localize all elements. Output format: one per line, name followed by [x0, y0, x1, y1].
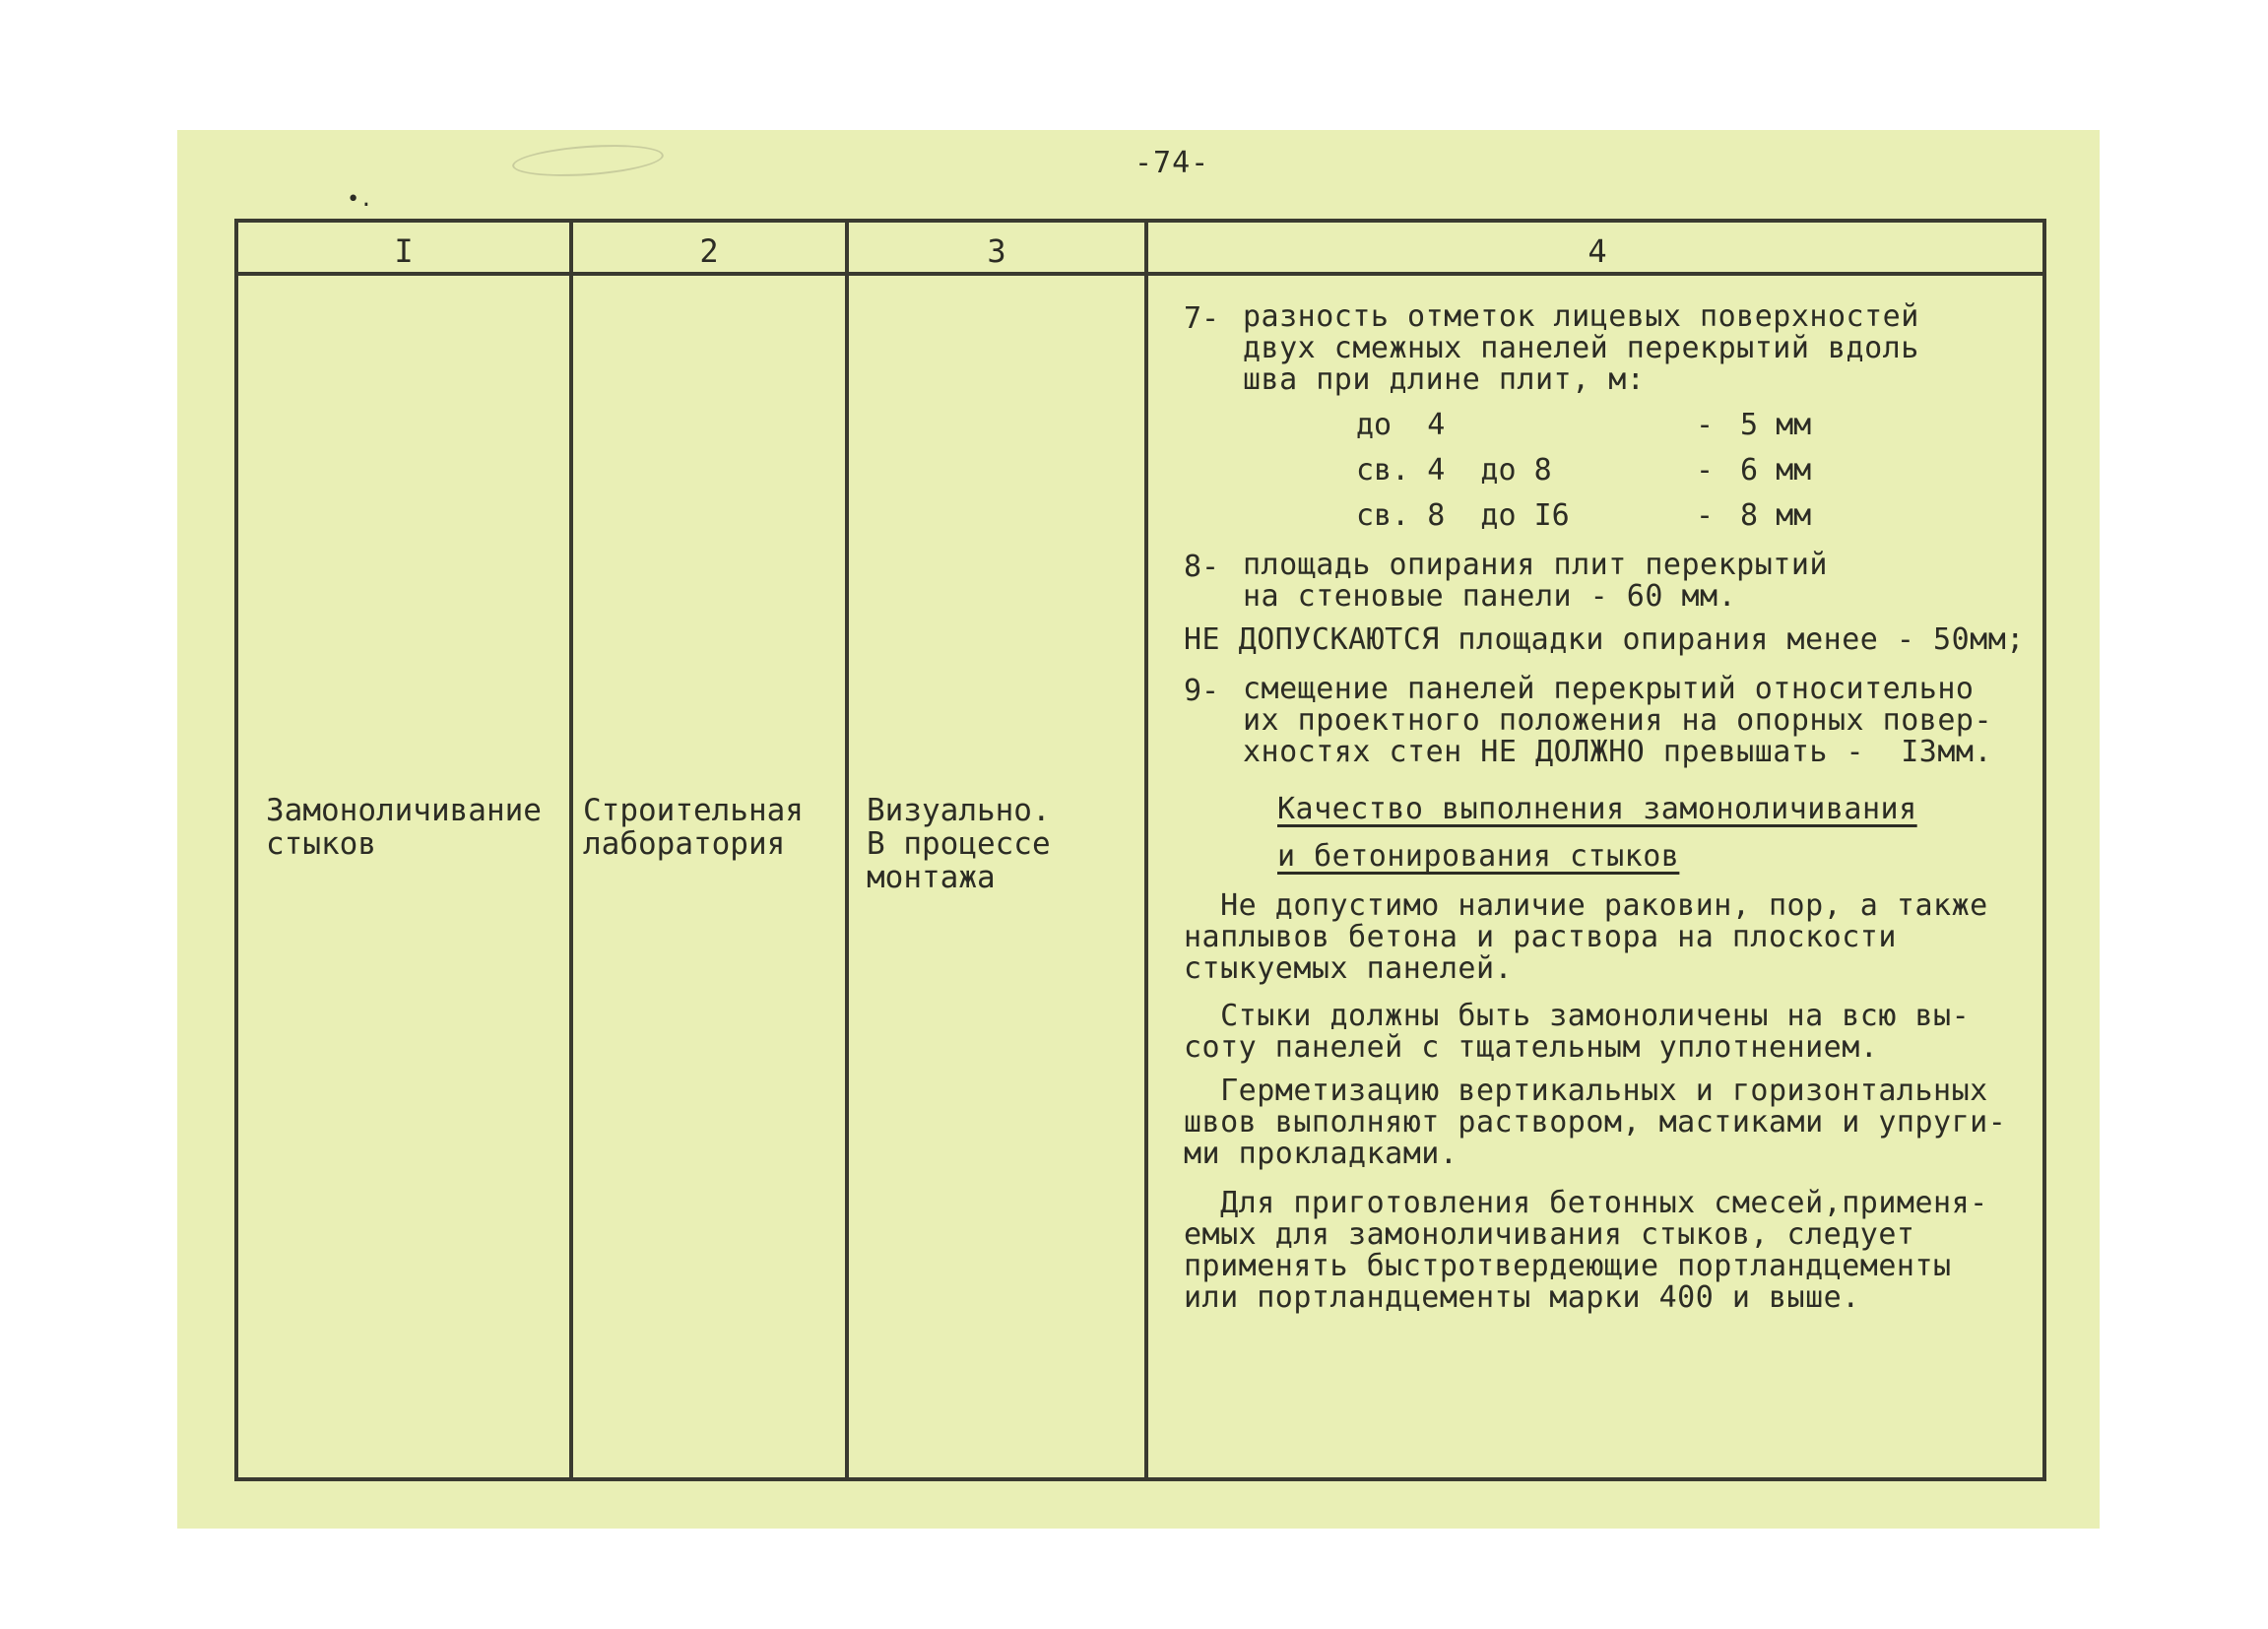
tolerance-range: св. 8 до I6: [1356, 498, 1570, 533]
column-header-1: I: [394, 232, 414, 270]
column-header-2: 2: [699, 232, 719, 270]
paragraph-sealing: Герметизацию вертикальных и горизонтальных швов выполняют раствором, мастиками и упруги- ми прокладками.: [1184, 1074, 2007, 1171]
paragraph-cavities: Не допустимо наличие раковин, пор, а также наплывов бетона и раствора на плоскости стыкуемых панелей.: [1184, 888, 1988, 986]
column-divider-3: [1144, 223, 1148, 1477]
item-8-text: площадь опирания плит перекрытий на стеновые панели - 60 мм.: [1243, 548, 1828, 614]
tolerance-value: 5 мм: [1740, 408, 1812, 442]
column-divider-2: [845, 223, 849, 1477]
margin-mark: •.: [347, 187, 373, 212]
tolerance-value: 6 мм: [1740, 453, 1812, 488]
specification-table: [234, 219, 2046, 1481]
item-8-number: 8-: [1184, 550, 1220, 584]
tolerance-dash: -: [1696, 408, 1715, 442]
control-performer: Строительная лаборатория: [583, 793, 804, 862]
item-7-text: разность отметок лицевых поверхностей двух смежных панелей перекрытий вдоль шва при длине плит, м:: [1243, 299, 1919, 397]
paragraph-cement: Для приготовления бетонных смесей,применя- емых для замоноличивания стыков, следует применять быстротвердеющие портландцементы или портландцементы марки 400 и выше.: [1184, 1186, 1988, 1315]
tolerance-dash: -: [1696, 498, 1715, 533]
tolerance-range: св. 4 до 8: [1356, 453, 1552, 488]
tolerance-range: до 4: [1356, 408, 1446, 442]
item-7-number: 7-: [1184, 301, 1220, 336]
column-header-3: 3: [987, 232, 1006, 270]
tolerance-dash: -: [1696, 453, 1715, 488]
section-title-line-1: Качество выполнения замоноличивания: [1277, 792, 1917, 826]
operation-name: Замоноличивание стыков: [266, 793, 542, 862]
control-method: Визуально. В процессе монтажа: [867, 793, 1051, 895]
page-number: -74-: [1134, 146, 1210, 180]
paragraph-joints: Стыки должны быть замоноличены на всю вы- соту панелей с тщательным уплотнением.: [1184, 999, 1971, 1065]
not-allowed-note: НЕ ДОПУСКАЮТСЯ площадки опирания менее - 50мм;: [1184, 622, 2025, 657]
item-9-number: 9-: [1184, 674, 1220, 708]
column-divider-1: [569, 223, 573, 1477]
column-header-4: 4: [1588, 232, 1607, 270]
item-9-text: смещение панелей перекрытий относительно их проектного положения на опорных повер- хностях стен НЕ ДОЛЖНО превышать - I3мм.: [1243, 672, 1993, 769]
tolerance-value: 8 мм: [1740, 498, 1812, 533]
section-title-line-2: и бетонирования стыков: [1277, 839, 1680, 874]
header-divider: [238, 272, 2042, 276]
